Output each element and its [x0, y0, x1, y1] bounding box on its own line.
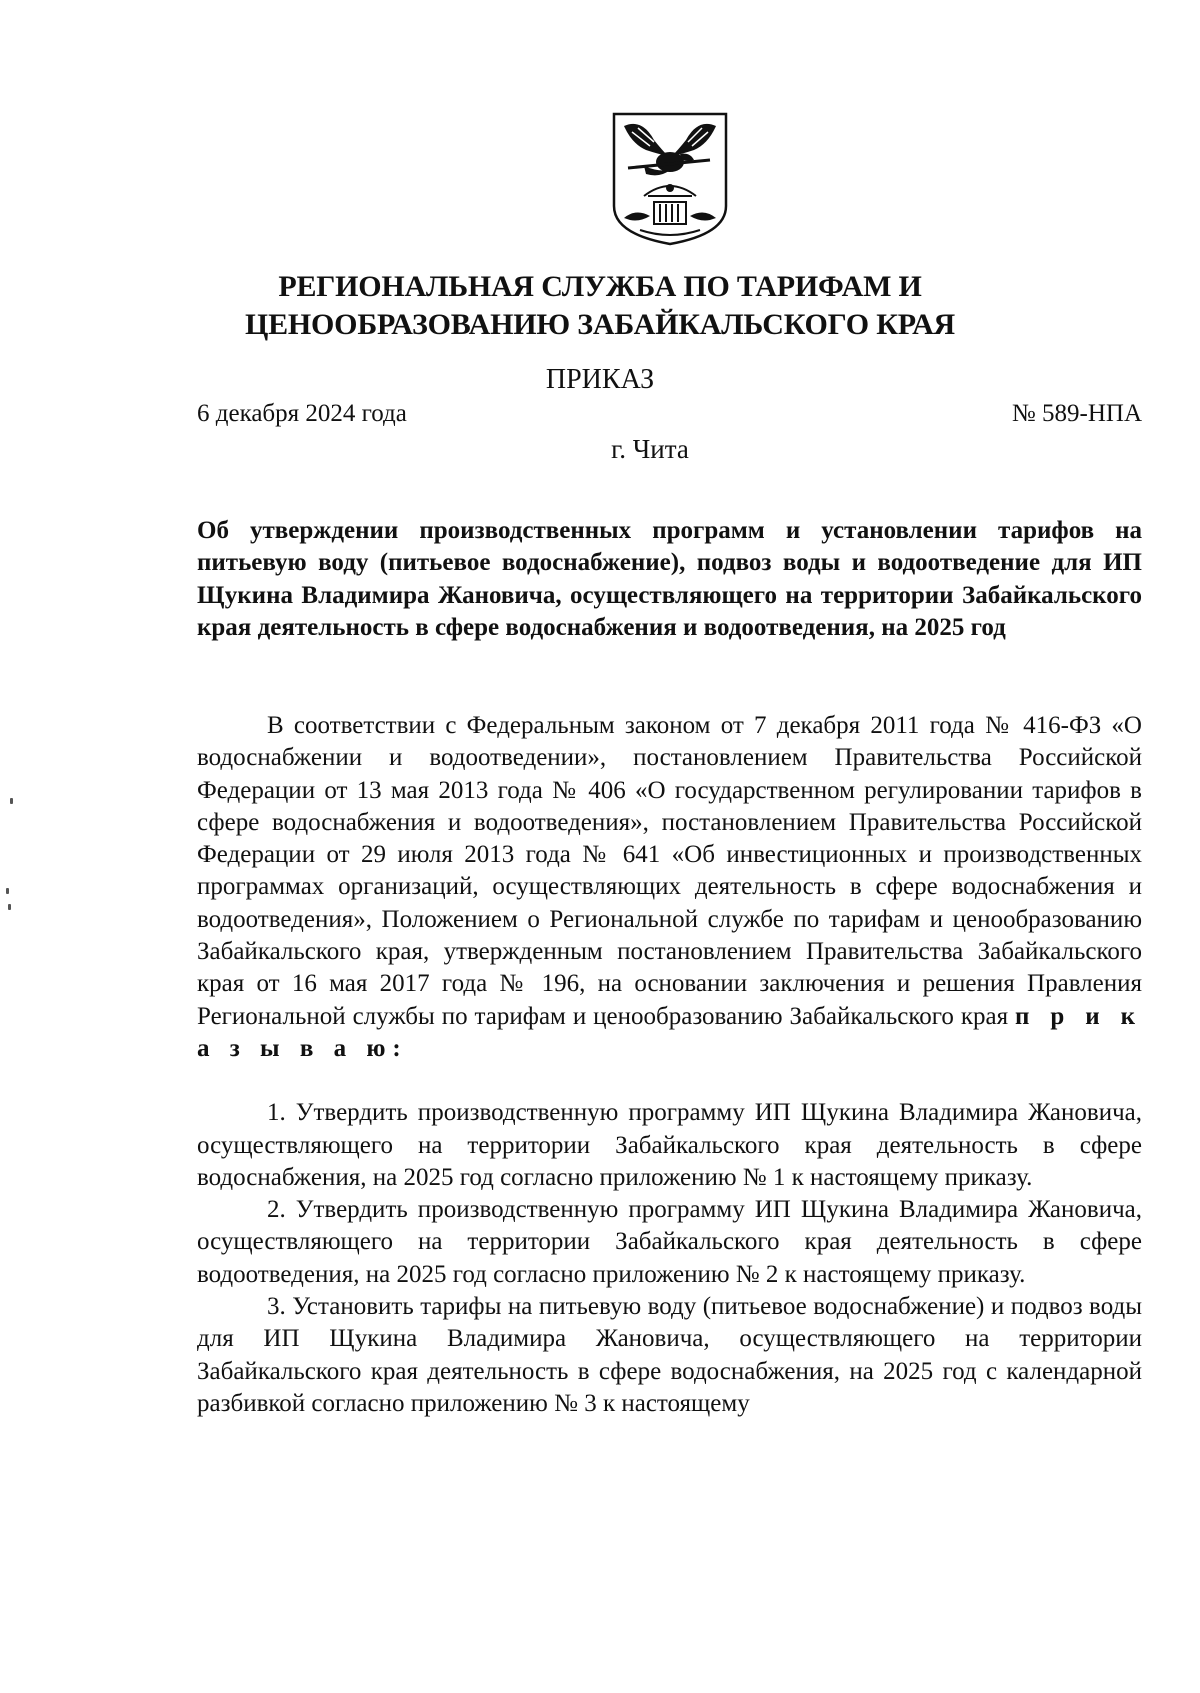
- scan-mark: [10, 798, 13, 804]
- scan-mark: [6, 888, 9, 894]
- order-colon: :: [392, 1034, 401, 1062]
- order-item-1: 1. Утвердить производственную программу ИП Щукина Владимира Жановича, осуществляющего на территории Забайкальского края деятельность в сфере водоснабжения, на 2025 год согласно приложению № 1 к настоящему приказу.: [197, 1099, 1142, 1191]
- preamble-paragraph: [197, 710, 1142, 1065]
- document-type: ПРИКАЗ: [545, 364, 655, 395]
- organization-title: [200, 268, 1000, 344]
- preamble-text: В соответствии с Федеральным законом от 7 декабря 2011 года № 416-ФЗ «О водоснабжении и водоотведении», постановлением Правительства Российской Федерации от 13 мая 2013 года № 406 «О государственном регулировании тарифов в сфере водоснабжения и водоотведения», постановлением Правительства Российской Федерации от 29 июля 2013 года № 641 «Об инвестиционных и производственных программах организаций, осуществляющих деятельность в сфере водоснабжения и водоотведения», Положением о Региональной службе по тарифам и ценообразованию Забайкальского края, утвержденным постановлением Правительства Забайкальского края от 16 мая 2017 года № 196, на основании заключения и решения Правления Региональной службы по тарифам и ценообразованию Забайкальского края: [197, 712, 1142, 1030]
- document-date: 6 декабря 2024 года: [197, 400, 407, 427]
- document-city: г. Чита: [611, 434, 689, 464]
- document-number: № 589-НПА: [1011, 400, 1142, 427]
- scan-mark: [8, 904, 11, 910]
- organization-title-line1: РЕГИОНАЛЬНАЯ СЛУЖБА ПО ТАРИФАМ И: [278, 270, 922, 303]
- order-item-3: 3. Установить тарифы на питьевую воду (питьевое водоснабжение) и подвоз воды для ИП Щукина Владимира Жановича, осуществляющего на территории Забайкальского края деятельность в сфере водоснабжения, на 2025 год с календарной разбивкой согласно приложению № 3 к настоящему: [197, 1293, 1142, 1417]
- document-body: [197, 710, 1142, 1420]
- organization-title-line2: ЦЕНООБРАЗОВАНИЮ ЗАБАЙКАЛЬСКОГО КРАЯ: [244, 308, 956, 341]
- order-item-2: 2. Утвердить производственную программу ИП Щукина Владимира Жановича, осуществляющего на территории Забайкальского края деятельность в сфере водоотведения, на 2025 год согласно приложению № 2 к настоящему приказу.: [197, 1196, 1142, 1288]
- order-word: п р и к а з ы в а ю: [197, 1002, 1142, 1062]
- document-subject: Об утверждении производственных программ и установлении тарифов на питьевую воду (питьевое водоснабжение), подвоз воды и водоотведение для ИП Щукина Владимира Жановича, осуществляющего на территории Забайкальского края деятельность в сфере водоснабжения и водоотведения, на 2025 год: [197, 517, 1142, 642]
- coat-of-arms-icon: [610, 110, 730, 248]
